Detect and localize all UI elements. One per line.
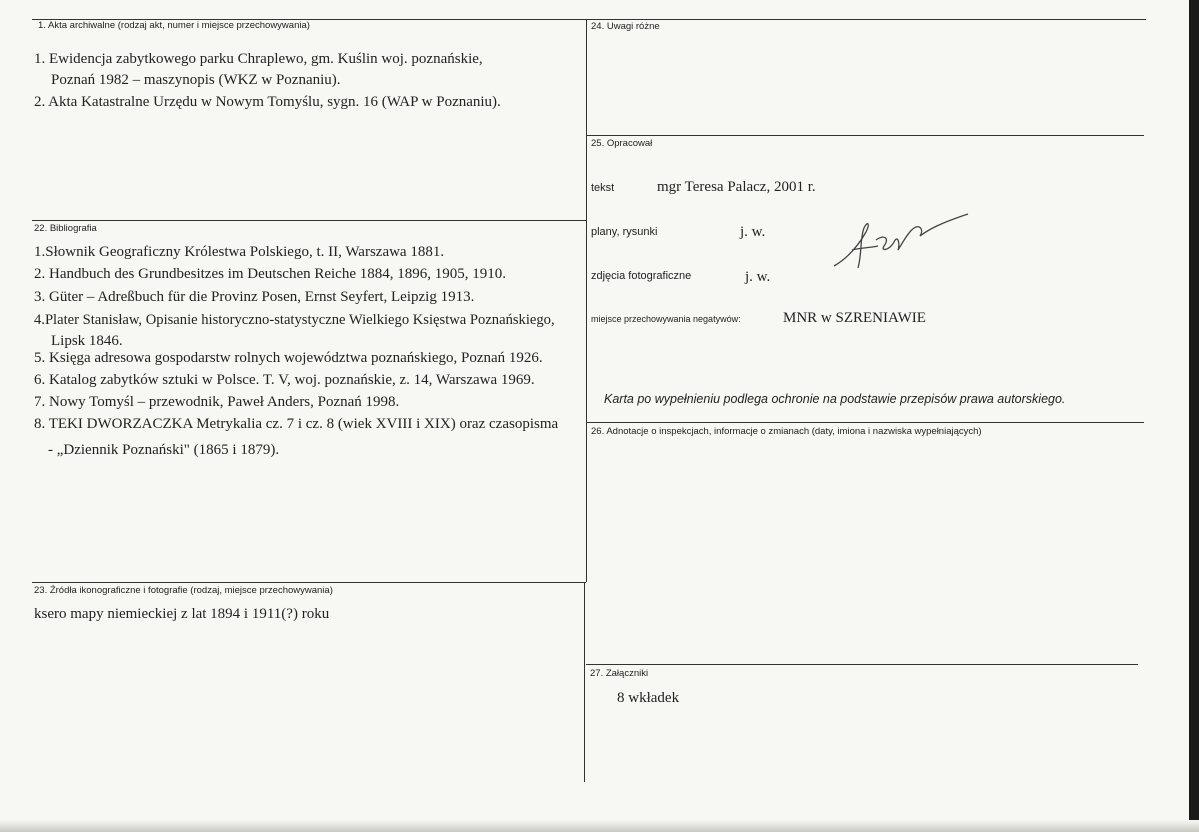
- bibliography-line-3: 3. Güter – Adreßbuch für die Provinz Posen, Ernst Seyfert, Leipzig 1913.: [34, 289, 475, 305]
- rule-25: [586, 135, 1144, 136]
- center-divider: [586, 19, 587, 582]
- bibliography-line-5: 5. Księga adresowa gospodarstw rolnych województwa poznańskiego, Poznań 1926.: [34, 350, 543, 366]
- copyright-note: Karta po wypełnieniu podlega ochronie na podstawie przepisów prawa autorskiego.: [604, 392, 1066, 406]
- signature: [828, 210, 978, 280]
- plany-label: plany, rysunki: [591, 226, 658, 238]
- section-23-label: 23. Źródła ikonograficzne i fotografie (rodzaj, miejsce przechowywania): [34, 585, 333, 596]
- archive-line-3: 2. Akta Katastralne Urzędu w Nowym Tomyślu, sygn. 16 (WAP w Poznaniu).: [34, 94, 501, 110]
- section-26-label: 26. Adnotacje o inspekcjach, informacje o zmianach (daty, imiona i nazwiska wypełniających): [591, 426, 982, 437]
- zdjecia-label: zdjęcia fotograficzne: [591, 270, 692, 282]
- rule-26: [586, 422, 1144, 423]
- rule-27: [586, 664, 1138, 665]
- section-22-label: 22. Bibliografia: [34, 223, 97, 234]
- tekst-value: mgr Teresa Palacz, 2001 r.: [657, 179, 816, 195]
- rule-22: [32, 220, 586, 221]
- attachments-value: 8 wkładek: [617, 690, 680, 706]
- bibliography-line-4: 4.Plater Stanisław, Opisanie historyczno-statystyczne Wielkiego Księstwa Poznańskiego,: [34, 312, 555, 328]
- miejsce-value: MNR w SZRENIAWIE: [783, 310, 926, 326]
- archive-line-2: Poznań 1982 – maszynopis (WKZ w Poznaniu).: [51, 72, 341, 88]
- miejsce-label: miejsce przechowywania negatywów:: [591, 314, 741, 324]
- bibliography-line-8-cont: - „Dziennik Poznański" (1865 i 1879).: [48, 442, 280, 458]
- section-1-label: 1. Akta archiwalne (rodzaj akt, numer i miejsce przechowywania): [38, 20, 310, 31]
- bibliography-line-6: 6. Katalog zabytków sztuki w Polsce. T. V, woj. poznańskie, z. 14, Warszawa 1969.: [34, 372, 535, 388]
- rule-23: [32, 582, 586, 583]
- zdjecia-value: j. w.: [745, 269, 771, 285]
- scan-edge: [1189, 0, 1199, 832]
- bibliography-line-2: 2. Handbuch des Grundbesitzes im Deutschen Reiche 1884, 1896, 1905, 1910.: [34, 266, 506, 282]
- plany-value: j. w.: [740, 224, 766, 240]
- tekst-label: tekst: [591, 182, 615, 194]
- bibliography-line-1: 1.Słownik Geograficzny Królestwa Polskiego, t. II, Warszawa 1881.: [34, 244, 445, 260]
- bibliography-line-4-cont: Lipsk 1846.: [51, 333, 123, 349]
- bibliography-line-8: 8. TEKI DWORZACZKA Metrykalia cz. 7 i cz. 8 (wiek XVIII i XIX) oraz czasopisma: [34, 416, 559, 432]
- center-divider-lower: [584, 582, 585, 782]
- archive-line-1: 1. Ewidencja zabytkowego parku Chraplewo, gm. Kuślin woj. poznańskie,: [34, 51, 483, 67]
- iconography-text: ksero mapy niemieckiej z lat 1894 i 1911(?) roku: [34, 606, 330, 622]
- scan-bottom-shadow: [0, 820, 1199, 832]
- bibliography-line-7: 7. Nowy Tomyśl – przewodnik, Paweł Anders, Poznań 1998.: [34, 394, 400, 410]
- section-25-label: 25. Opracował: [591, 138, 653, 149]
- section-27-label: 27. Załączniki: [590, 668, 649, 679]
- section-24-label: 24. Uwagi różne: [591, 21, 660, 32]
